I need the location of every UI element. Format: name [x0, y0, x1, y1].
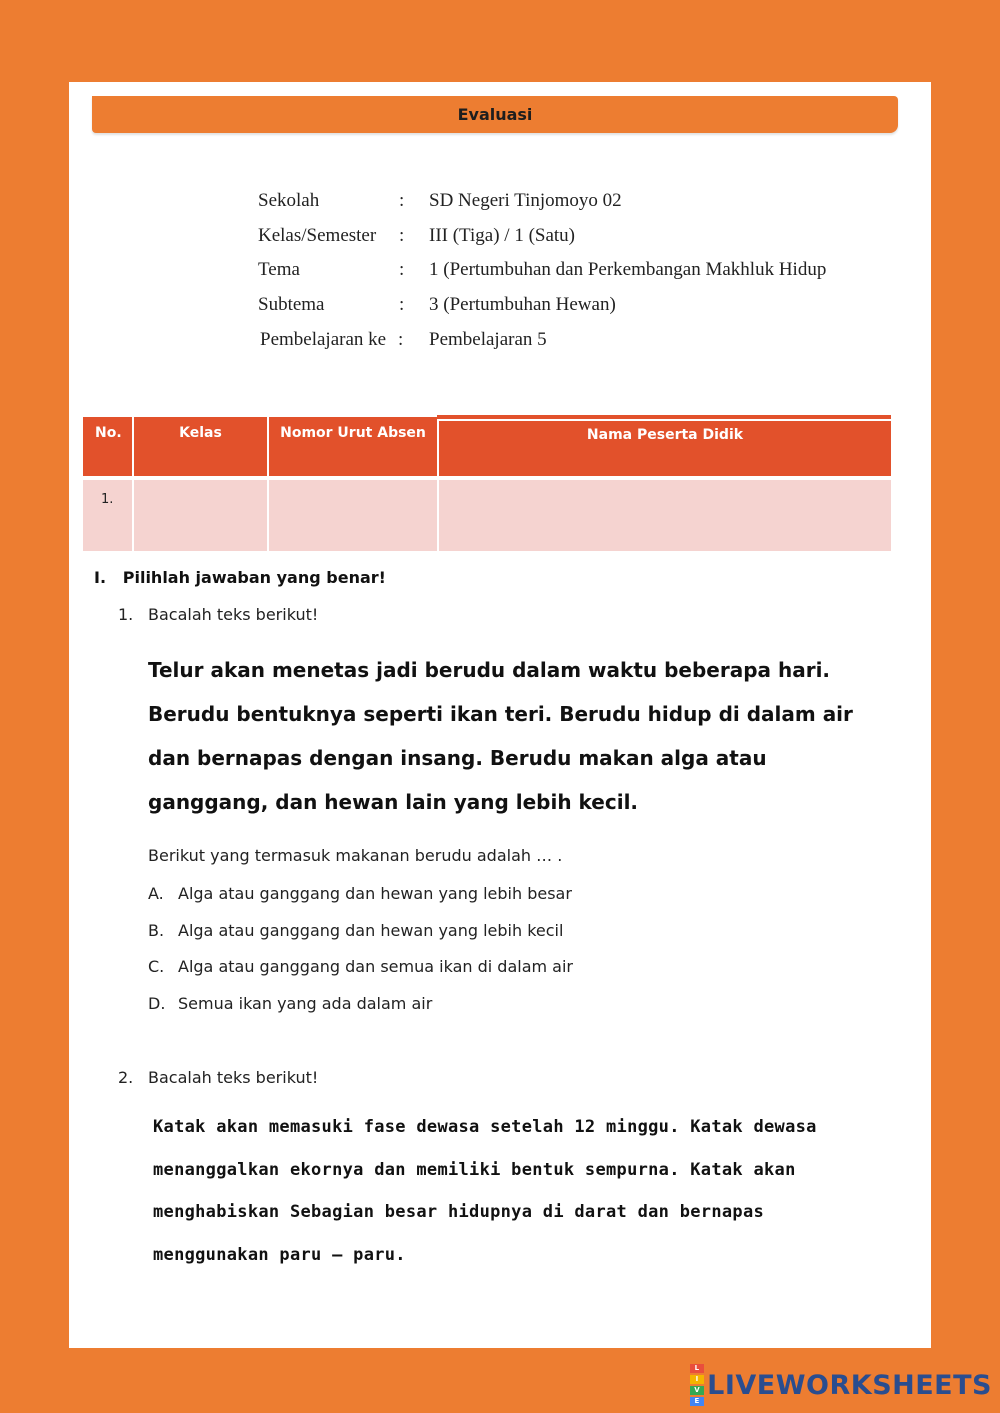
cell-absen-input[interactable] — [268, 478, 438, 551]
col-header-absen: Nomor Urut Absen — [268, 417, 438, 478]
liveworksheets-watermark — [690, 1363, 992, 1407]
table-header-row — [83, 417, 891, 478]
question-1-text: Berikut yang termasuk makanan berudu adalah … . — [148, 846, 563, 865]
cell-kelas-input[interactable] — [133, 478, 268, 551]
table-row — [83, 478, 891, 551]
question-1-passage: Telur akan menetas jadi berudu dalam waktu beberapa hari. Berudu bentuknya seperti ikan teri. Berudu hidup di dalam air dan bernapas dengan insang. Berudu makan alga atau ganggang, dan hewan lain yang lebih kecil. — [148, 658, 853, 814]
watermark-text: LIVEWORKSHEETS — [707, 1369, 992, 1401]
cell-no: 1. — [83, 478, 133, 551]
student-identity-table — [83, 415, 891, 551]
col-header-nama: Nama Peserta Didik — [438, 417, 891, 478]
worksheet-page: Evaluasi Sekolah : SD Negeri Tinjomoyo 02 Kelas/Semester : III (Tiga) / 1 (Satu) Tema : 1 (Pertumbuhan dan Perkembangan Makhluk Hidup Subtema : 3 (Pertumbuhan Hewan) Pembelajaran ke : Pembelajaran 5 No. Kelas Nomor Urut Absen Nama Peserta Didik 1. I. Pilihlah jawaban yang benar! 1. Bacalah teks berikut! Telur akan menetas jadi berudu dalam waktu beberapa hari. Berudu bentuknya seperti ikan teri. Berudu hidup di dalam air dan bernapas dengan insang. Berudu makan alga atau ganggang, dan hewan lain yang lebih kecil. Berikut yang termasuk makanan berudu adalah … . A. Alga atau ganggang dan hewan yang lebih besar B. Alga atau ganggang dan hewan yang lebih kecil C. Alga atau ganggang dan semua ikan di dalam air D. Semua ikan yang ada dalam air 2. Bacalah teks berikut! Katak akan memasuki fase dewasa setelah 12 minggu. Katak dewasa menanggalkan ekornya dan memiliki bentuk sempurna. Katak akan menghabiskan Sebagian besar hidupnya di darat dan bernapas menggunakan paru – paru. — [69, 82, 931, 1348]
page-title: Evaluasi — [92, 96, 898, 133]
liveworksheets-logo-icon: L I V E — [690, 1363, 704, 1407]
question-2-passage: Katak akan memasuki fase dewasa setelah 12 minggu. Katak dewasa menanggalkan ekornya dan memiliki bentuk sempurna. Katak akan menghabiskan Sebagian besar hidupnya di darat dan bernapas menggunakan paru – paru. — [153, 1117, 817, 1265]
section-title: I. Pilihlah jawaban yang benar! — [94, 568, 386, 587]
cell-nama-input[interactable] — [438, 478, 891, 551]
col-header-kelas: Kelas — [133, 417, 268, 478]
col-header-no: No. — [83, 417, 133, 478]
